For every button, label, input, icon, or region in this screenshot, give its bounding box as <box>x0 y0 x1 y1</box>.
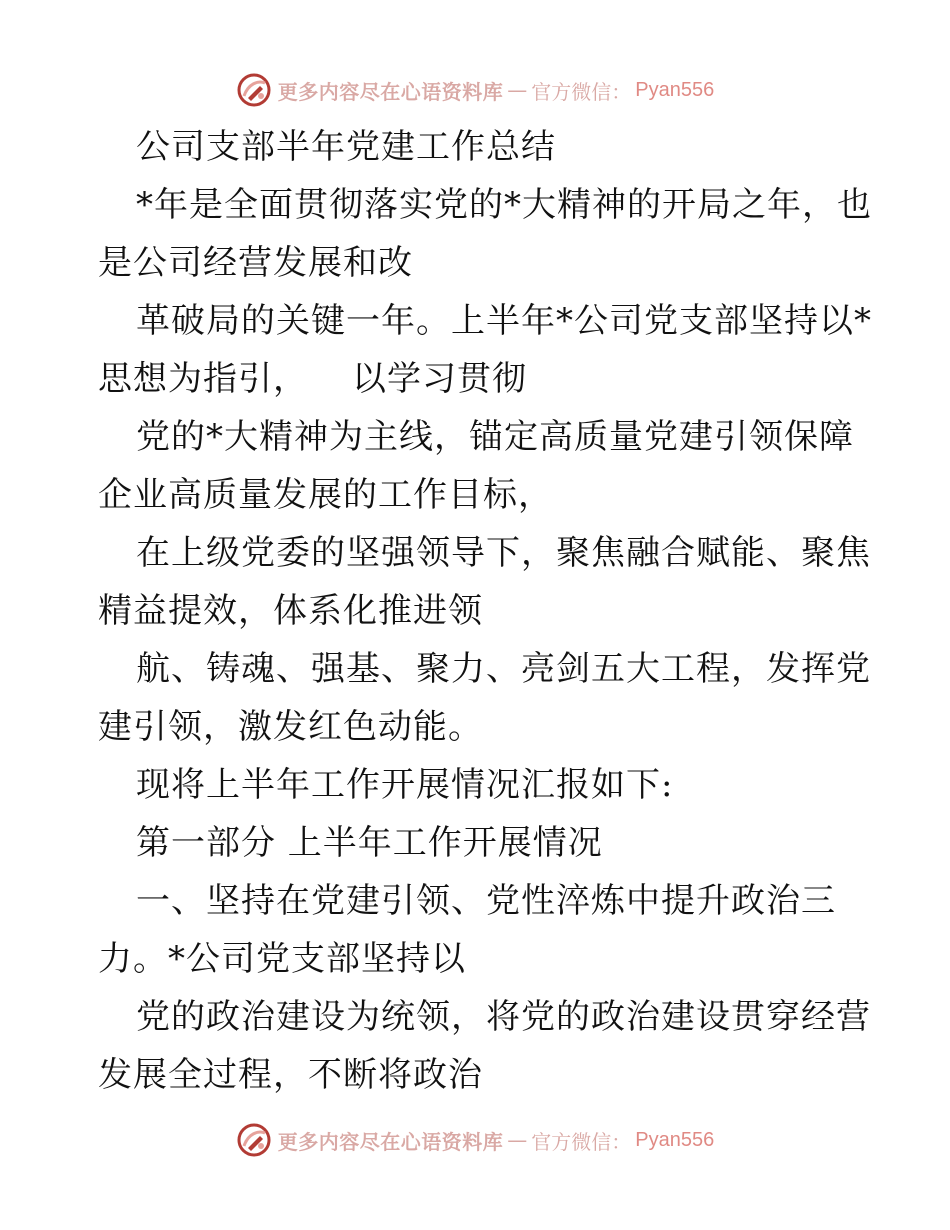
watermark-main-text: 更多内容尽在心语资料库 <box>277 1129 504 1154</box>
paragraph-line: 航、铸魂、强基、聚力、亮剑五大工程，发挥党 <box>136 649 871 689</box>
paragraph-line: *年是全面贯彻落实党的*大精神的开局之年，也 <box>136 185 872 225</box>
paragraph-line: 在上级党委的坚强领导下，聚焦融合赋能、聚焦 <box>136 533 871 573</box>
paragraph-line: 力。*公司党支部坚持以 <box>98 939 466 979</box>
paragraph-line: 党的*大精神为主线，锚定高质量党建引领保障 <box>136 417 854 457</box>
paragraph-segment: 思想为指引， <box>98 359 308 399</box>
paragraph-line: 是公司经营发展和改 <box>98 243 413 283</box>
section-heading: 第一部分 上半年工作开展情况 <box>136 823 603 863</box>
paragraph-line: 建引领，激发红色动能。 <box>98 707 483 747</box>
watermark-official-label: 官方微信： <box>531 1129 632 1154</box>
watermark-wechat-id: Pyan556 <box>635 1128 715 1151</box>
watermark-main-text: 更多内容尽在心语资料库 <box>277 79 504 104</box>
paragraph-line: 现将上半年工作开展情况汇报如下: <box>136 765 674 805</box>
header-watermark <box>0 70 950 110</box>
subsection-heading: 一、坚持在党建引领、党性淬炼中提升政治三 <box>136 881 836 921</box>
watermark-separator: — <box>507 78 528 102</box>
watermark-separator: — <box>507 1128 528 1152</box>
paragraph-segment: 以学习贯彻 <box>352 359 527 399</box>
brand-logo-icon <box>236 1122 272 1158</box>
paragraph-line: 发展全过程，不断将政治 <box>98 1055 483 1095</box>
watermark-wechat-id: Pyan556 <box>635 78 715 101</box>
watermark-official-label: 官方微信： <box>531 79 632 104</box>
document-title: 公司支部半年党建工作总结 <box>136 127 556 167</box>
paragraph-line: 企业高质量发展的工作目标， <box>98 475 553 515</box>
brand-logo-icon <box>236 72 272 108</box>
footer-watermark <box>0 1120 950 1160</box>
paragraph-line: 精益提效，体系化推进领 <box>98 591 483 631</box>
document-body <box>98 118 872 1104</box>
paragraph-line: 革破局的关键一年。上半年*公司党支部坚持以* <box>136 301 872 341</box>
paragraph-line-split <box>98 350 858 408</box>
paragraph-line: 党的政治建设为统领，将党的政治建设贯穿经营 <box>136 997 871 1037</box>
